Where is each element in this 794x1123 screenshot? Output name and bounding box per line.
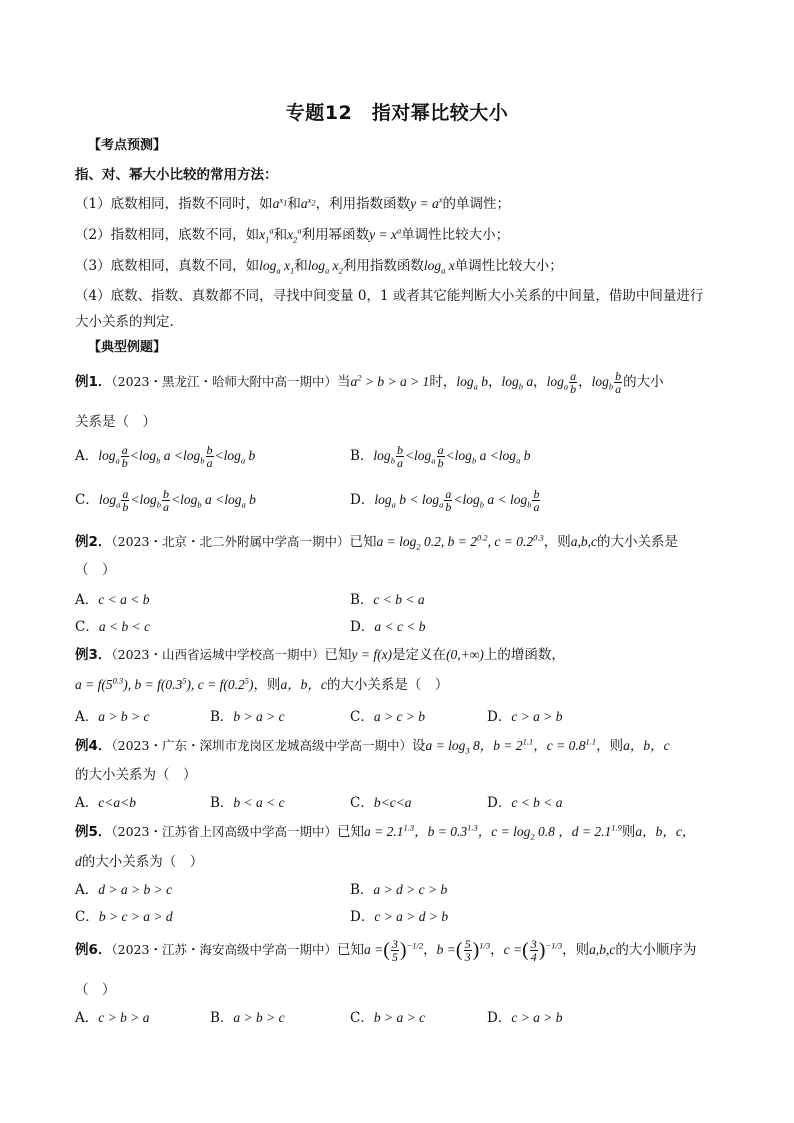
example-5-stem: 例5．（2023・江苏省上冈高级中学高一期中）已知$a = 2.1^{1.3}$，$b = 0.3^{1.3}$，$c = \log_2 0.8$ ，$d = 2.1^{1.9}$则a，b，c，: [75, 822, 696, 842]
method-1: （1）底数相同，指数不同时，如$a^{x_1}$和$a^{x_2}$，利用指数函数$y = a^x$的单调性；: [75, 194, 511, 212]
example-2-option-a: A．c < a < b: [75, 592, 150, 608]
example-6-stem: 例6．（2023・江苏・海安高级中学高一期中）已知a =( $\frac{3}{5}$ )$^{-1/2}$，b =( $\frac{5}{3}$ )$^{1/3}$，c =( $\frac{3}{4}$ )$^{-1/3}$，则a,b,c的大小顺序为: [75, 937, 697, 964]
example-3-stem-2: $a = f(5^{0.3})$, $b = f(0.3^5)$, $c = f(0.2^5)$，则a，b，c的大小关系是（ ）: [75, 675, 449, 693]
example-4-option-d: D．c < b < a: [487, 795, 563, 811]
example-1-option-b: B．$\log_b$ $\frac{b}{a}$ $<\log_a$ $\frac{a}{b}$ $<\log_b$ $a <\log_a$ b: [350, 443, 531, 470]
example-5-option-b: B．a > d > c > b: [350, 882, 448, 898]
example-6-option-b: B．a > b > c: [210, 1010, 285, 1026]
method-4-line-1: （4）底数、指数、真数都不同，寻找中间变量 0，1 或者其它能判断大小关系的中间量，借助中间量进行: [75, 288, 704, 304]
example-3-option-d: D．c > a > b: [487, 709, 563, 725]
example-3-stem: 例3．（2023・山西省运城中学校高一期中）已知y = f(x)是定义在(0,+∞)上的增函数，: [75, 647, 565, 663]
example-3-option-b: B．b > a > c: [210, 709, 285, 725]
example-5-option-d: D．c > a > d > b: [350, 909, 449, 925]
method-3: （3）底数相同，真数不同，如$\log_a x_1$和$\log_a x_2$利用指数函数$\log_a x$单调性比较大小；: [75, 258, 563, 276]
example-1-option-d: D．$\log_a b < \log_a$ $\frac{a}{b}$ $<\log_b$ $a < \log_b$ $\frac{b}{a}$: [350, 487, 540, 514]
example-5-option-c: C．b > c > a > d: [75, 909, 173, 925]
example-4-stem: 例4．（2023・广东・深圳市龙岗区龙城高级中学高一期中）设$a = \log_3 8$，$b = 2^{1.1}$，$c = 0.8^{1.1}$，则a，b，c: [75, 736, 670, 756]
method-4-line-2: 大小关系的判定.: [75, 314, 174, 330]
example-4-option-a: A．c<a<b: [75, 795, 136, 811]
example-1-option-a: A．$\log_a$ $\frac{a}{b}$ $<\log_b$ $a <\log_b$ $\frac{b}{a}$ $<\log_a$ b: [75, 443, 256, 470]
example-6-option-d: D．c > a > b: [487, 1010, 563, 1026]
example-5-stem-2: d的大小关系为（ ）: [75, 854, 204, 870]
example-1-option-c: C．$\log_a$ $\frac{a}{b}$ $<\log_b$ $\frac{b}{a}$ $<\log_b$ $a <\log_a$ b: [75, 487, 256, 514]
example-5-option-a: A．d > a > b > c: [75, 882, 173, 898]
method-2: （2）指数相同，底数不同，如$x_1^a$和$x_2^a$利用幂函数$y = x^a$单调性比较大小；: [75, 225, 510, 245]
example-3-option-a: A．a > b > c: [75, 709, 150, 725]
example-2-option-b: B．c < b < a: [350, 592, 425, 608]
example-2-option-c: C．a < b < c: [75, 619, 151, 635]
section-examples-heading: 【典型例题】: [88, 340, 167, 355]
page-title: 专题12 指对幂比较大小: [285, 102, 509, 124]
example-1-stem-2: 关系是（ ）: [75, 414, 156, 430]
example-6-option-c: C．b > a > c: [350, 1010, 426, 1026]
example-6-option-a: A．c > b > a: [75, 1010, 150, 1026]
example-3-option-c: C．a > c > b: [350, 709, 426, 725]
example-4-stem-2: 的大小关系为（ ）: [75, 767, 197, 783]
section-forecast-heading: 【考点预测】: [88, 138, 167, 153]
example-2-option-d: D．a < c < b: [350, 619, 426, 635]
example-1-stem: 例1．（2023・黑龙江・哈师大附中高一期中）当$a^2 > b > a > 1$时，$\log_a b$，$\log_b a$，$\log_a$ $\frac{a}{b}$ ，$\log_b$ $\frac{b}{a}$ 的大小: [75, 369, 664, 396]
example-4-option-c: C．b<c<a: [350, 795, 412, 811]
example-2-stem: 例2．（2023・北京・北二外附属中学高一期中）已知$a = \log_2 0.2$, $b = 2^{0.2}$, $c = 0.2^{0.3}$，则a,b,c的大小关系是: [75, 532, 678, 552]
example-6-paren: （ ）: [75, 982, 116, 998]
example-2-paren: （ ）: [75, 562, 116, 578]
methods-heading: 指、对、幂大小比较的常用方法：: [75, 167, 278, 183]
example-4-option-b: B．b < a < c: [210, 795, 285, 811]
